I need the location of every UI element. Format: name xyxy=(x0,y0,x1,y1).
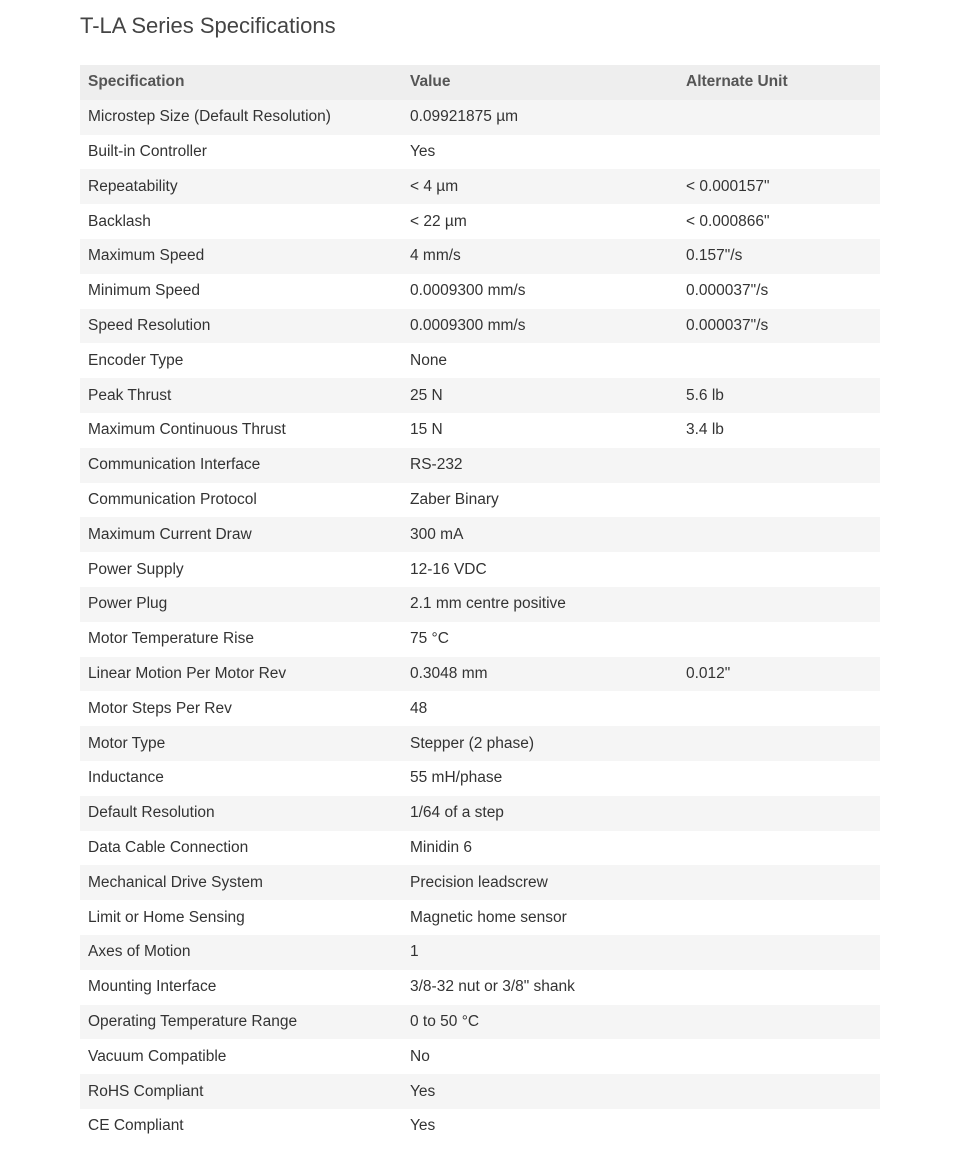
spec-value-cell: 1/64 of a step xyxy=(402,796,678,831)
spec-value-cell: Magnetic home sensor xyxy=(402,900,678,935)
spec-value-cell: 75 °C xyxy=(402,622,678,657)
alternate-unit-cell: < 0.000157" xyxy=(678,169,880,204)
alternate-unit-cell xyxy=(678,448,880,483)
spec-value-cell: Zaber Binary xyxy=(402,483,678,518)
spec-value-cell: 1 xyxy=(402,935,678,970)
table-body xyxy=(80,100,880,1144)
alternate-unit-cell: < 0.000866" xyxy=(678,204,880,239)
table-row xyxy=(80,239,880,274)
table-row xyxy=(80,309,880,344)
spec-name-cell: Repeatability xyxy=(80,169,402,204)
alternate-unit-cell xyxy=(678,1109,880,1144)
spec-name-cell: Operating Temperature Range xyxy=(80,1005,402,1040)
table-row xyxy=(80,587,880,622)
table-row xyxy=(80,552,880,587)
table-row xyxy=(80,865,880,900)
spec-name-cell: Power Plug xyxy=(80,587,402,622)
spec-value-cell: 4 mm/s xyxy=(402,239,678,274)
spec-value-cell: 48 xyxy=(402,691,678,726)
alternate-unit-cell xyxy=(678,1039,880,1074)
column-header-value: Value xyxy=(402,65,678,100)
spec-value-cell: Yes xyxy=(402,1109,678,1144)
spec-name-cell: Maximum Current Draw xyxy=(80,517,402,552)
spec-name-cell: Limit or Home Sensing xyxy=(80,900,402,935)
spec-value-cell: 12-16 VDC xyxy=(402,552,678,587)
spec-value-cell: 3/8-32 nut or 3/8" shank xyxy=(402,970,678,1005)
spec-name-cell: Mounting Interface xyxy=(80,970,402,1005)
spec-name-cell: Axes of Motion xyxy=(80,935,402,970)
table-row xyxy=(80,1109,880,1144)
table-row xyxy=(80,761,880,796)
spec-name-cell: Speed Resolution xyxy=(80,309,402,344)
spec-table xyxy=(80,65,880,1144)
table-row xyxy=(80,935,880,970)
table-row xyxy=(80,1039,880,1074)
alternate-unit-cell xyxy=(678,552,880,587)
spec-name-cell: RoHS Compliant xyxy=(80,1074,402,1109)
spec-name-cell: Built-in Controller xyxy=(80,135,402,170)
spec-name-cell: Communication Protocol xyxy=(80,483,402,518)
table-row xyxy=(80,135,880,170)
table-row xyxy=(80,1074,880,1109)
spec-name-cell: Maximum Speed xyxy=(80,239,402,274)
spec-value-cell: 0.0009300 mm/s xyxy=(402,309,678,344)
alternate-unit-cell xyxy=(678,483,880,518)
table-row xyxy=(80,204,880,239)
spec-value-cell: < 4 µm xyxy=(402,169,678,204)
spec-value-cell: 2.1 mm centre positive xyxy=(402,587,678,622)
alternate-unit-cell: 3.4 lb xyxy=(678,413,880,448)
alternate-unit-cell xyxy=(678,1005,880,1040)
alternate-unit-cell xyxy=(678,622,880,657)
spec-name-cell: Encoder Type xyxy=(80,343,402,378)
table-row xyxy=(80,831,880,866)
spec-name-cell: Linear Motion Per Motor Rev xyxy=(80,657,402,692)
spec-value-cell: Precision leadscrew xyxy=(402,865,678,900)
spec-name-cell: Motor Type xyxy=(80,726,402,761)
table-row xyxy=(80,796,880,831)
spec-name-cell: Power Supply xyxy=(80,552,402,587)
alternate-unit-cell xyxy=(678,900,880,935)
spec-value-cell: 0.0009300 mm/s xyxy=(402,274,678,309)
table-row xyxy=(80,970,880,1005)
column-header-specification: Specification xyxy=(80,65,402,100)
alternate-unit-cell: 0.000037"/s xyxy=(678,309,880,344)
spec-value-cell: 0.3048 mm xyxy=(402,657,678,692)
spec-name-cell: Inductance xyxy=(80,761,402,796)
alternate-unit-cell xyxy=(678,726,880,761)
spec-value-cell: Yes xyxy=(402,1074,678,1109)
spec-name-cell: Communication Interface xyxy=(80,448,402,483)
alternate-unit-cell xyxy=(678,831,880,866)
spec-value-cell: Minidin 6 xyxy=(402,831,678,866)
alternate-unit-cell: 0.012" xyxy=(678,657,880,692)
alternate-unit-cell xyxy=(678,1074,880,1109)
spec-name-cell: Vacuum Compatible xyxy=(80,1039,402,1074)
spec-value-cell: 0 to 50 °C xyxy=(402,1005,678,1040)
table-header xyxy=(80,65,880,100)
alternate-unit-cell: 0.000037"/s xyxy=(678,274,880,309)
spec-value-cell: 0.09921875 µm xyxy=(402,100,678,135)
spec-value-cell: 25 N xyxy=(402,378,678,413)
spec-value-cell: RS-232 xyxy=(402,448,678,483)
table-row xyxy=(80,413,880,448)
spec-name-cell: Maximum Continuous Thrust xyxy=(80,413,402,448)
alternate-unit-cell xyxy=(678,761,880,796)
table-row xyxy=(80,726,880,761)
spec-name-cell: Minimum Speed xyxy=(80,274,402,309)
spec-name-cell: Mechanical Drive System xyxy=(80,865,402,900)
table-row xyxy=(80,483,880,518)
page-title: T-LA Series Specifications xyxy=(80,13,336,38)
table-row xyxy=(80,517,880,552)
spec-value-cell: 300 mA xyxy=(402,517,678,552)
alternate-unit-cell xyxy=(678,865,880,900)
spec-name-cell: Backlash xyxy=(80,204,402,239)
spec-name-cell: Data Cable Connection xyxy=(80,831,402,866)
table-row xyxy=(80,169,880,204)
alternate-unit-cell xyxy=(678,100,880,135)
alternate-unit-cell xyxy=(678,135,880,170)
spec-value-cell: None xyxy=(402,343,678,378)
spec-value-cell: Yes xyxy=(402,135,678,170)
alternate-unit-cell: 5.6 lb xyxy=(678,378,880,413)
spec-value-cell: < 22 µm xyxy=(402,204,678,239)
header-row xyxy=(80,65,880,100)
spec-name-cell: Default Resolution xyxy=(80,796,402,831)
spec-name-cell: Motor Steps Per Rev xyxy=(80,691,402,726)
table-row xyxy=(80,448,880,483)
table-row xyxy=(80,1005,880,1040)
spec-name-cell: CE Compliant xyxy=(80,1109,402,1144)
spec-name-cell: Peak Thrust xyxy=(80,378,402,413)
alternate-unit-cell xyxy=(678,970,880,1005)
alternate-unit-cell: 0.157"/s xyxy=(678,239,880,274)
spec-value-cell: 55 mH/phase xyxy=(402,761,678,796)
table-row xyxy=(80,343,880,378)
alternate-unit-cell xyxy=(678,935,880,970)
column-header-alternate-unit: Alternate Unit xyxy=(678,65,880,100)
alternate-unit-cell xyxy=(678,691,880,726)
table-row xyxy=(80,100,880,135)
table-row xyxy=(80,378,880,413)
spec-value-cell: Stepper (2 phase) xyxy=(402,726,678,761)
table-row xyxy=(80,900,880,935)
table-row xyxy=(80,657,880,692)
spec-name-cell: Motor Temperature Rise xyxy=(80,622,402,657)
table-row xyxy=(80,691,880,726)
spec-value-cell: No xyxy=(402,1039,678,1074)
alternate-unit-cell xyxy=(678,343,880,378)
alternate-unit-cell xyxy=(678,587,880,622)
spec-name-cell: Microstep Size (Default Resolution) xyxy=(80,100,402,135)
alternate-unit-cell xyxy=(678,796,880,831)
table-row xyxy=(80,622,880,657)
spec-value-cell: 15 N xyxy=(402,413,678,448)
alternate-unit-cell xyxy=(678,517,880,552)
table-row xyxy=(80,274,880,309)
